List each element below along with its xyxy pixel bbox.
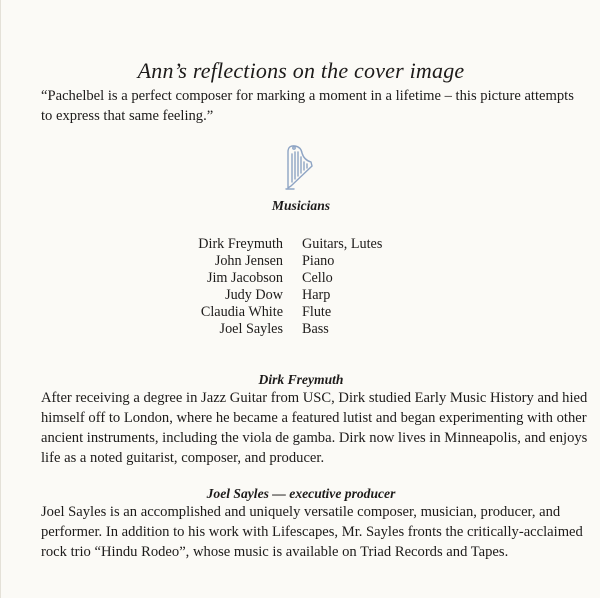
musician-instrument: Bass (302, 321, 329, 337)
musician-instrument: Piano (302, 253, 335, 269)
roster-row (1, 253, 600, 271)
musician-instrument: Guitars, Lutes (302, 236, 383, 252)
musician-instrument: Harp (302, 287, 331, 303)
roster-row (1, 321, 600, 339)
page-heading: Ann’s reflections on the cover image (137, 58, 465, 83)
musician-name: John Jensen (214, 253, 283, 269)
bio-title-joel: Joel Sayles — executive producer (206, 486, 396, 501)
musician-name: Judy Dow (225, 287, 283, 303)
bio-title-dirk: Dirk Freymuth (258, 372, 344, 387)
musicians-title: Musicians (271, 198, 331, 213)
harp-icon (282, 142, 316, 192)
roster-row (1, 287, 600, 305)
musician-name: Claudia White (200, 304, 283, 320)
musician-name: Jim Jacobson (206, 270, 283, 286)
roster-row (1, 236, 600, 254)
bio-text-dirk: After receiving a degree in Jazz Guitar from USC, Dirk studied Early Music History and hied himself off to London, where he became a featured lutist and began experimenting with other ancient instruments, including the viola de gamba. Dirk now lives in Minneapolis, and enjoys life as a noted guitarist, composer, and producer. (41, 390, 588, 466)
cover-quote: “Pachelbel is a perfect composer for marking a moment in a lifetime – this picture attempts to express that same feeling.” (41, 88, 574, 124)
musician-name: Dirk Freymuth (198, 236, 283, 252)
bio-text-joel: Joel Sayles is an accomplished and uniquely versatile composer, musician, producer, and performer. In addition to his work with Lifescapes, Mr. Sayles fronts the critically-acclaimed rock trio “Hindu Rodeo”, whose music is available on Triad Records and Tapes. (41, 504, 583, 560)
musician-instrument: Flute (302, 304, 332, 320)
musician-instrument: Cello (302, 270, 333, 286)
musician-name: Joel Sayles (219, 321, 283, 337)
roster-row (1, 304, 600, 322)
roster-row (1, 270, 600, 288)
